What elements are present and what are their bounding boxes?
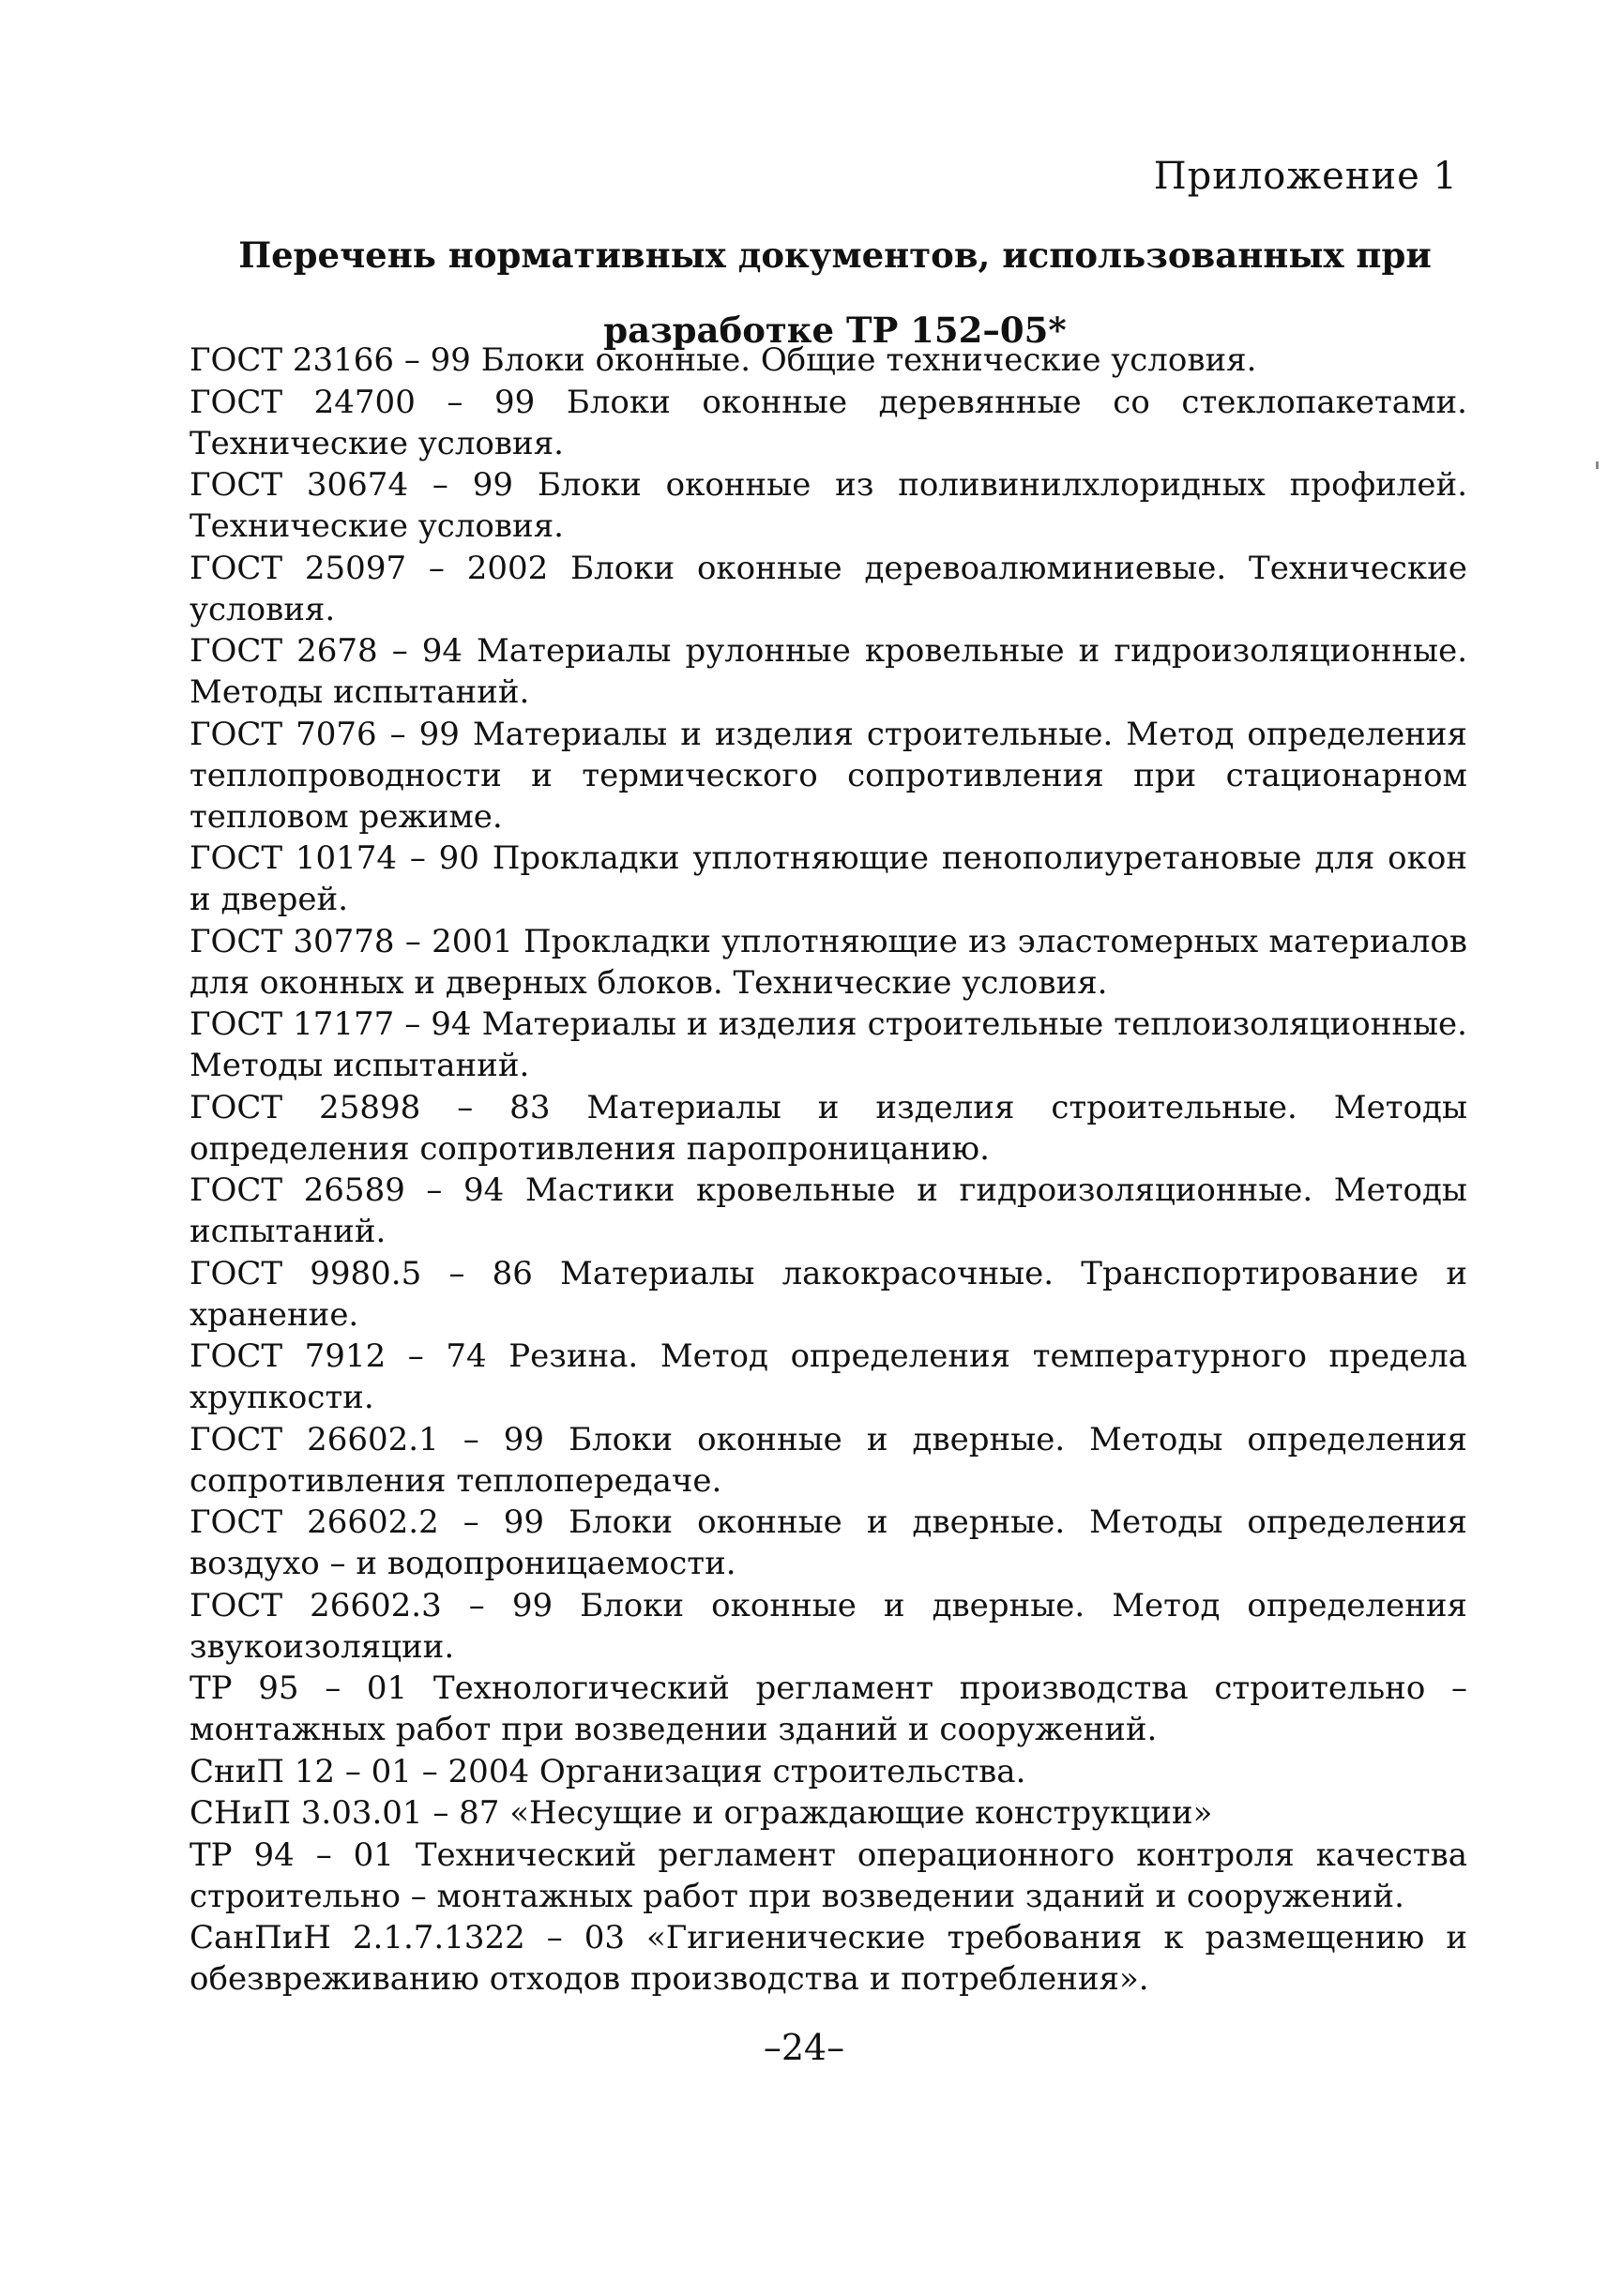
document-entry: СанПиН 2.1.7.1322 – 03 «Гигиенические требования к размещению и обезвреживанию отходов производства и потребления». [190,1919,1467,1998]
document-entry: ГОСТ 10174 – 90 Прокладки уплотняющие пенополиуретановые для окон и дверей. [190,839,1467,918]
document-entry: ГОСТ 26602.1 – 99 Блоки оконные и дверные. Методы определения сопротивления теплопередаче. [190,1420,1467,1500]
document-entry: ГОСТ 17177 – 94 Материалы и изделия строительные теплоизоляционные. Методы испытаний. [190,1005,1467,1084]
document-entry: СниП 12 – 01 – 2004 Организация строительства. [190,1752,1026,1790]
document-entry: ГОСТ 30778 – 2001 Прокладки уплотняющие из эластомерных материалов для оконных и дверных блоков. Технические условия. [190,922,1467,1002]
document-title: Перечень нормативных документов, использованных при разработке ТР 152–05* [238,234,1432,351]
document-entry: ГОСТ 7076 – 99 Материалы и изделия строительные. Метод определения теплопроводности и термического сопротивления при стационарном тепловом режиме. [190,715,1467,836]
document-entry: ГОСТ 25097 – 2002 Блоки оконные деревоалюминиевые. Технические условия. [190,549,1467,628]
document-entry: ТР 95 – 01 Технологический регламент производства строительно – монтажных работ при возведении зданий и сооружений. [190,1669,1467,1748]
document-entry: ГОСТ 24700 – 99 Блоки оконные деревянные со стеклопакетами. Технические условия. [190,383,1467,462]
document-entry: ГОСТ 2678 – 94 Материалы рулонные кровельные и гидроизоляционные. Методы испытаний. [190,632,1467,711]
document-entry: ГОСТ 26602.2 – 99 Блоки оконные и дверные. Методы определения воздухо – и водопроницаемости. [190,1503,1467,1582]
scan-speck [1596,461,1599,469]
document-entry: ГОСТ 26589 – 94 Мастики кровельные и гидроизоляционные. Методы испытаний. [190,1171,1467,1250]
document-entry: ТР 94 – 01 Технический регламент операционного контроля качества строительно – монтажных работ при возведении зданий и сооружений. [190,1835,1467,1915]
document-entry: ГОСТ 23166 – 99 Блоки оконные. Общие технические условия. [190,341,1257,379]
document-entry: ГОСТ 9980.5 – 86 Материалы лакокрасочные. Транспортирование и хранение. [190,1254,1467,1334]
document-entry: ГОСТ 7912 – 74 Резина. Метод определения температурного предела хрупкости. [190,1337,1467,1416]
document-entry: ГОСТ 30674 – 99 Блоки оконные из поливинилхлоридных профилей. Технические условия. [190,466,1467,545]
document-entry: СНиП 3.03.01 – 87 «Несущие и ограждающие конструкции» [190,1794,1213,1832]
document-entry: ГОСТ 25898 – 83 Материалы и изделия строительные. Методы определения сопротивления паропроницанию. [190,1088,1467,1168]
appendix-label: Приложение 1 [1153,155,1458,198]
normative-documents-list [190,340,1467,2001]
page-number: –24– [763,2027,845,2068]
document-entry: ГОСТ 26602.3 – 99 Блоки оконные и дверные. Метод определения звукоизоляции. [190,1586,1467,1666]
